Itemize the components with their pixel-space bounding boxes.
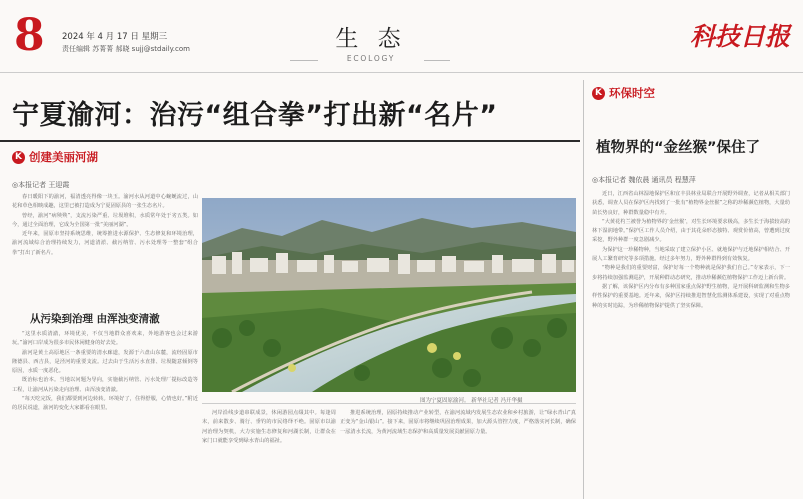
side-article-byline: ◎本报记者 魏依晨 通讯员 程慧萍	[592, 176, 696, 184]
page-number: 8	[14, 10, 45, 61]
paragraph: 推进系统治理，固原持续推动产业转型，在渝河流域内发展生态农业和乡村旅游，让“绿水青山”真正变为“金山银山”。接下来，固原市将继续巩固治理成果，加大源头管控力度，严格落实河长制，确保一泓清水长流，为黄河流域生态保护和高质量发展贡献固原力量。	[340, 410, 576, 435]
section-badge-label: 创建美丽河湖	[29, 150, 98, 164]
paragraph: 既治标也治本。当地以问题为导向，实施截污纳管、污水处理厂提标改造等工程，让渝河从污染走向治理、由浑浊变清澈。	[12, 377, 198, 393]
river-photo	[202, 198, 576, 392]
paragraph: “每天吃完饭，我们都要到河边转转。环境好了，住得舒服，心情也好。”附近的居民说道，渝河的变化大家都看在眼里。	[12, 396, 198, 412]
paragraph: “物种是我们的重要财富，保护好每一个物种就是保护我们自己。”专家表示，下一步将持续加强监测巡护，开展种群动态研究，推动珍稀濒危植物保护工作迈上新台阶。	[592, 265, 790, 281]
paragraph: 曾经，渝河“病殃殃”，支流污染严重、垃圾堆积，水质常年处于劣五类。如今，通过全面治理，它成为全国第一批“美丽河湖”。	[12, 212, 198, 228]
section-badge-left	[12, 149, 98, 165]
paragraph: “大黄花杓兰被誉为植物界的‘金丝猴’，对生长环境要求极高，多生长于海拔较高的林下湿润地带。”保护区工作人员介绍，由于其花朵形态独特、观赏价值高，曾遭到过度采挖，野外种群一度急剧减少。	[592, 218, 790, 244]
section-badge-right	[592, 85, 655, 101]
photo-caption: 图为宁夏固原渝河。 新华社记者 冯开华摄	[420, 398, 523, 404]
column-divider	[583, 80, 584, 499]
section-title: 生 态	[335, 26, 407, 52]
paragraph: 近日，江西省山林湿地保护区和宜丰县林业局联合开展野外调查，记者从相关部门获悉，调查人员在保护区内找到了一批有“植物界金丝猴”之称的珍稀濒危植物，大量幼苗长势良好，种群数量稳中有升。	[592, 191, 790, 216]
paragraph: 为保护这一珍稀物种，当地采取了建立保护小区、就地保护与迁地保护相结合、开展人工繁育研究等多项措施。经过多年努力，野外种群得到有效恢复。	[592, 246, 790, 263]
side-article-headline: 植物界的“金丝猴”保住了	[596, 140, 761, 156]
paragraph: 河岸沿线步道串联成景，休闲游园点缀其中。每逢周末，前来散步、骑行、垂钓的市民络绎不绝。固原市以渝河治理为契机，大力实施生态修复和河湖长制，让群众在家门口就能享受到绿水青山的福祉。	[202, 410, 336, 444]
paragraph: 渝河是黄土高原地区一条重要的清水廊道，发源于六盘山东麓，流经固原市隆德县、西吉县，是泾河的重要支流。过去由于生活污水直排、垃圾随意倾倒等原因，水质一度恶化。	[12, 349, 198, 375]
paragraph: 春日暖阳下的渝河，福清透亮得像一块玉。渝河水从河道中心蜿蜒流过，山花和草色相映成趣，这里已被打造成为宁夏固原县的一张生态名片。	[12, 194, 198, 210]
headline-rule	[0, 140, 580, 142]
header-divider	[0, 72, 803, 73]
article-column-2	[202, 409, 336, 499]
section-subtitle: ECOLOGY	[318, 54, 424, 63]
k-logo-icon: K	[12, 151, 25, 164]
article-column-1-top	[12, 193, 198, 303]
article-subhead: 从污染到治理 由浑浊变清澈	[30, 313, 160, 325]
k-logo-icon: K	[592, 87, 605, 100]
article-column-1-bottom	[12, 330, 198, 499]
paragraph: 近年来，固原市坚持系统思维，统筹推进水源保护、生态修复和环境治理，渝河流域综合治理持续发力，河道清淤、截污纳管、污水处理等一整套“组合拳”打出了新名片。	[12, 231, 198, 256]
side-article-body	[592, 190, 790, 499]
article-column-3	[340, 409, 576, 499]
river-landscape-illustration	[202, 198, 576, 392]
main-headline: 宁夏渝河：治污“组合拳”打出新“名片”	[12, 100, 498, 131]
editor-info: 责任编辑 苏菁菁 郝晓 sujj@stdaily.com	[62, 45, 190, 53]
paragraph: 据了解，该保护区内分布有多种国家重点保护野生植物，是开展科研监测和生物多样性保护的重要基地。近年来，保护区持续推进智慧化监测体系建设，实现了对重点物种的实时追踪，为珍稀植物保护提供了坚实保障。	[592, 283, 790, 309]
publication-date: 2024 年 4 月 17 日 星期三	[62, 32, 168, 42]
paragraph: “这里水质清澈，环境优美，不仅当地群众喜欢来，外地游客也会过来游玩。”渝河口岸成为很多市民休闲健身的好去处。	[12, 331, 198, 347]
main-article-byline: ◎本报记者 王迎霞	[12, 181, 70, 189]
newspaper-masthead: 科技日报	[690, 22, 791, 51]
section-badge-label: 环保时空	[609, 86, 655, 100]
